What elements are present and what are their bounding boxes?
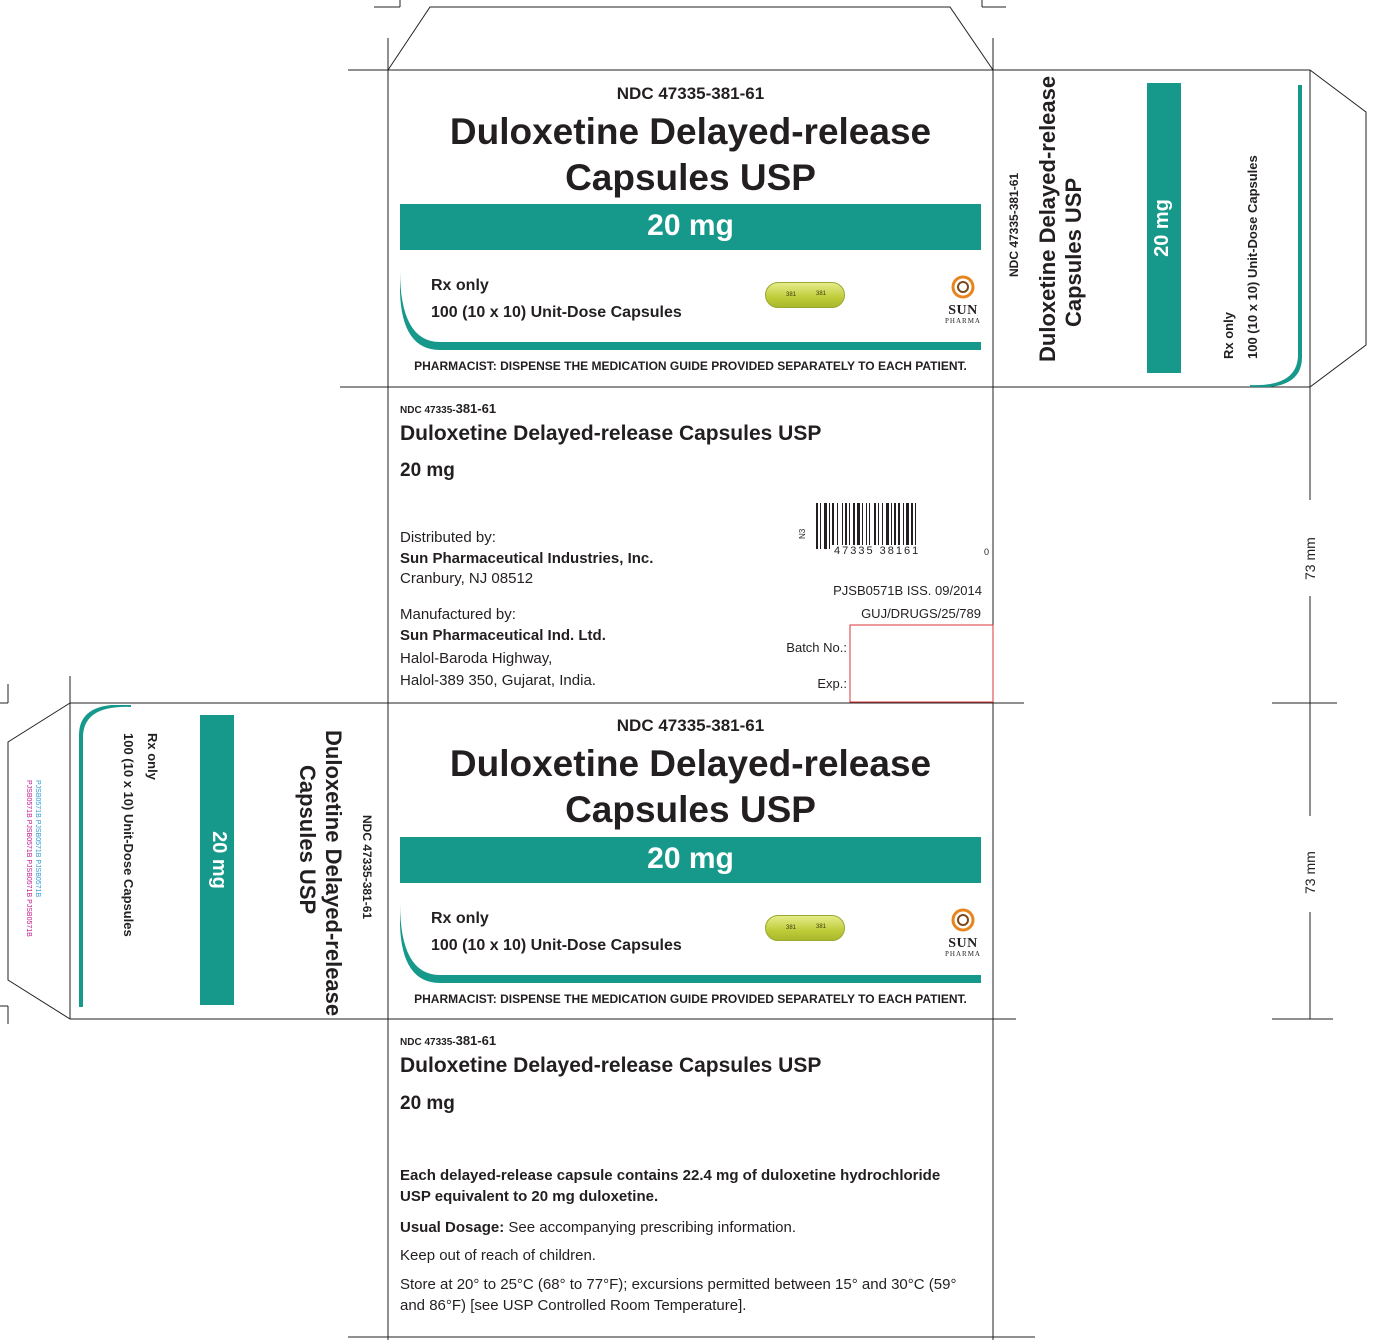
product-title-line2: Capsules USP <box>565 157 816 198</box>
usual-dosage: Usual Dosage: See accompanying prescribing information. <box>400 1219 797 1236</box>
batch-label: Batch No.: <box>786 640 847 655</box>
distributed-label: Distributed by: <box>400 529 496 546</box>
exp-label: Exp.: <box>817 676 847 691</box>
sun-pharma-logo: SUN PHARMA <box>940 275 986 325</box>
capsule-count: 100 (10 x 10) Unit-Dose Capsules <box>431 937 682 954</box>
dimension-lower: 73 mm <box>1302 851 1318 894</box>
back-ndc: NDC 47335-381-61 <box>400 1033 497 1048</box>
barcode: N3 47335 38161 0 <box>808 503 980 563</box>
product-title-line1: Duloxetine Delayed-release <box>449 743 932 784</box>
product-title-line2: Capsules USP <box>565 789 816 830</box>
side-rx-only: Rx only <box>145 733 160 780</box>
distributor-name: Sun Pharmaceutical Industries, Inc. <box>400 550 654 567</box>
distributor-address: Cranbury, NJ 08512 <box>400 570 534 587</box>
batch-exp-box <box>850 625 993 702</box>
capsule-image: 381 381 <box>765 915 845 941</box>
sun-pharma-logo: SUN PHARMA <box>940 908 986 958</box>
side-capsule-count: 100 (10 x 10) Unit-Dose Capsules <box>1245 155 1260 359</box>
manufactured-label: Manufactured by: <box>400 606 516 623</box>
side-ndc: NDC 47335-381-61 <box>1007 172 1021 277</box>
manufacturer-address-2: Halol-389 350, Gujarat, India. <box>400 672 596 689</box>
back-strength: 20 mg <box>400 460 455 481</box>
ndc-number: NDC 47335-381-61 <box>616 716 765 735</box>
side-panel-right <box>995 70 1310 387</box>
rx-only: Rx only <box>431 910 489 927</box>
sun-icon <box>951 275 975 299</box>
back-title: Duloxetine Delayed-release Capsules USP <box>400 1054 822 1077</box>
strength: 20 mg <box>647 842 734 875</box>
product-title-line1: Duloxetine Delayed-release <box>449 111 932 152</box>
pharmacist-note: PHARMACIST: DISPENSE THE MEDICATION GUIDE PROVIDED SEPARATELY TO EACH PATIENT. <box>414 992 967 1006</box>
capsule-image: 381 381 <box>765 282 845 308</box>
item-code: PJSB0571B ISS. 09/2014 <box>833 583 982 598</box>
side-strength: 20 mg <box>1151 199 1173 257</box>
manufacturer-name: Sun Pharmaceutical Ind. Ltd. <box>400 627 606 644</box>
side-title-line1: Duloxetine Delayed-release <box>321 730 346 1017</box>
side-strength: 20 mg <box>208 831 230 889</box>
pharmacist-note: PHARMACIST: DISPENSE THE MEDICATION GUIDE PROVIDED SEPARATELY TO EACH PATIENT. <box>414 359 967 373</box>
capsule-count: 100 (10 x 10) Unit-Dose Capsules <box>431 304 682 321</box>
license-number: GUJ/DRUGS/25/789 <box>861 606 981 621</box>
color-codes: PJSB0571B PJSB0571B PJSB0571B PJSB0571B PJSB0571B PJSB0571B PJSB0571B <box>25 780 41 937</box>
side-title-line1: Duloxetine Delayed-release <box>1035 75 1060 362</box>
back-ndc: NDC 47335-381-61 <box>400 401 497 416</box>
ndc-number: NDC 47335-381-61 <box>616 84 765 103</box>
manufacturer-address-1: Halol-Baroda Highway, <box>400 650 553 667</box>
strength: 20 mg <box>647 209 734 242</box>
storage-instructions: Store at 20° to 25°C (68° to 77°F); excursions permitted between 15° and 30°C (59° and 86°F) [see USP Controlled Room Temperature]. <box>400 1276 957 1314</box>
keep-out-of-reach: Keep out of reach of children. <box>400 1247 596 1264</box>
side-panel-left <box>71 705 386 1022</box>
sun-icon <box>951 908 975 932</box>
back-title: Duloxetine Delayed-release Capsules USP <box>400 422 822 445</box>
capsule-contents: Each delayed-release capsule contains 22.4 mg of duloxetine hydrochloride USP equivalent to 20 mg duloxetine. <box>400 1167 941 1205</box>
dimension-upper: 73 mm <box>1302 537 1318 580</box>
side-ndc: NDC 47335-381-61 <box>360 815 374 920</box>
side-title-line2: Capsules USP <box>1061 177 1086 327</box>
side-rx-only: Rx only <box>1221 312 1236 359</box>
side-capsule-count: 100 (10 x 10) Unit-Dose Capsules <box>121 733 136 937</box>
side-title-line2: Capsules USP <box>295 765 320 915</box>
back-strength: 20 mg <box>400 1093 455 1114</box>
rx-only: Rx only <box>431 277 489 294</box>
